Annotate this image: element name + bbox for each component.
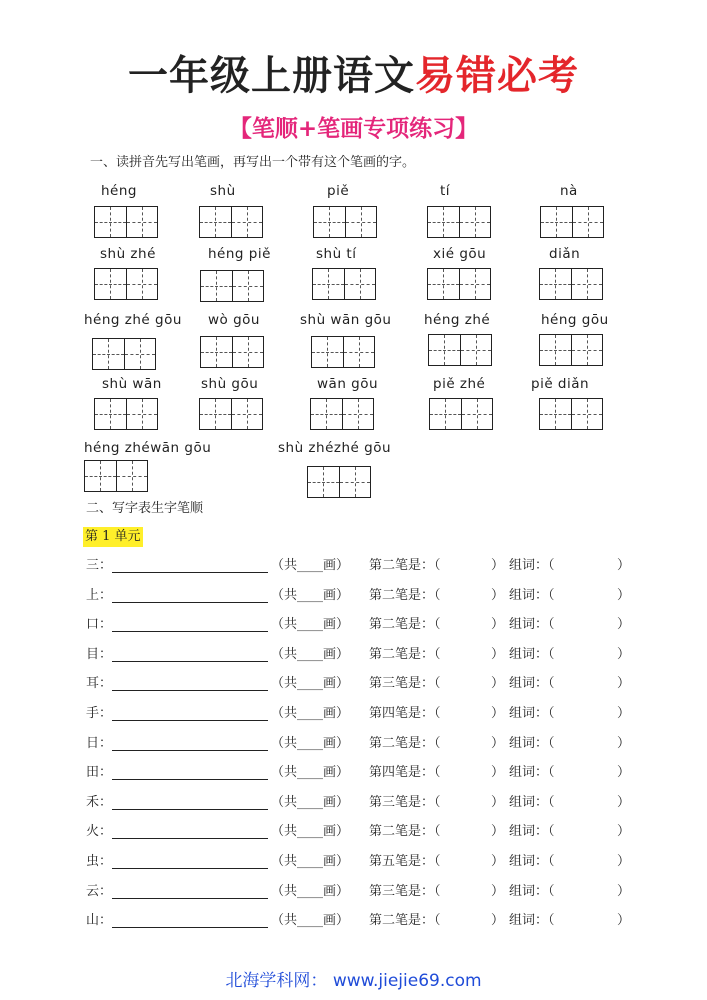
row-char: 禾：: [86, 794, 113, 810]
word-answer-close: ）: [617, 913, 631, 929]
pinyin-label: wò gōu: [208, 312, 260, 328]
stroke-order-blank[interactable]: [112, 795, 268, 810]
word-prompt: 组词：（: [509, 854, 555, 869]
stroke-answer-close: ）: [491, 558, 505, 573]
writing-grid[interactable]: [199, 206, 263, 238]
grid-cell[interactable]: [428, 269, 460, 299]
stroke-question: 第二笔是：（: [369, 587, 441, 603]
unit-label: 第 1 单元: [83, 527, 143, 547]
pinyin-label: héng gōu: [541, 312, 609, 328]
grid-cell[interactable]: [345, 269, 376, 299]
stroke-answer-close: ）: [491, 617, 505, 633]
stroke-count: （共____画）: [271, 676, 350, 692]
pinyin-label: héng zhé: [424, 312, 491, 328]
writing-grid[interactable]: [84, 460, 148, 492]
stroke-answer-close: ）: [491, 735, 505, 751]
stroke-order-blank[interactable]: [112, 617, 268, 632]
stroke-answer-close: ）: [491, 765, 505, 781]
word-answer-close: ）: [617, 794, 631, 810]
grid-cell[interactable]: [127, 399, 158, 429]
writing-grid[interactable]: [313, 206, 377, 238]
word-answer-close: ）: [617, 558, 631, 573]
row-char: 田：: [86, 765, 113, 781]
stroke-count: （共____画）: [271, 587, 350, 603]
section2-heading: 二、写字表生字笔顺: [86, 501, 204, 516]
stroke-answer-close: ）: [491, 706, 505, 721]
word-answer-close: ）: [617, 883, 631, 899]
writing-grid[interactable]: [310, 398, 374, 430]
pinyin-label: wān gōu: [317, 376, 379, 392]
pinyin-label: shù tí: [316, 246, 357, 262]
pinyin-label: piě diǎn: [531, 376, 590, 392]
grid-cell[interactable]: [572, 269, 603, 299]
stroke-count: （共____画）: [271, 794, 350, 810]
stroke-order-blank[interactable]: [112, 854, 268, 869]
stroke-answer-close: ）: [491, 676, 505, 692]
word-answer-close: ）: [617, 617, 631, 633]
stroke-question: 第三笔是：（: [369, 794, 441, 810]
stroke-question: 第三笔是：（: [369, 676, 441, 692]
grid-cell[interactable]: [541, 207, 573, 237]
word-prompt: 组词：（: [509, 824, 555, 840]
stroke-count: （共____画）: [271, 765, 350, 781]
writing-grid[interactable]: [311, 336, 375, 368]
writing-grid[interactable]: [539, 268, 603, 300]
grid-cell[interactable]: [232, 399, 263, 429]
grid-cell[interactable]: [346, 207, 377, 237]
word-answer-close: ）: [617, 765, 631, 781]
row-char: 火：: [86, 824, 113, 840]
stroke-count: （共____画）: [271, 735, 350, 751]
grid-cell[interactable]: [201, 337, 233, 367]
writing-grid[interactable]: [199, 398, 263, 430]
stroke-question: 第二笔是：（: [369, 824, 441, 840]
grid-cell[interactable]: [462, 399, 493, 429]
pinyin-label: tí: [440, 183, 451, 199]
word-prompt: 组词：（: [509, 558, 555, 573]
grid-cell[interactable]: [232, 207, 263, 237]
row-char: 日：: [86, 735, 113, 751]
writing-grid[interactable]: [539, 398, 603, 430]
stroke-order-blank[interactable]: [112, 824, 268, 839]
pinyin-label: xié gōu: [433, 246, 487, 262]
stroke-answer-close: ）: [491, 646, 505, 662]
grid-cell[interactable]: [540, 335, 572, 365]
grid-cell[interactable]: [233, 271, 264, 301]
stroke-question: 第二笔是：（: [369, 735, 441, 751]
stroke-answer-close: ）: [491, 913, 505, 929]
grid-cell[interactable]: [93, 339, 125, 369]
grid-cell[interactable]: [117, 461, 148, 491]
stroke-order-blank[interactable]: [112, 765, 268, 780]
word-prompt: 组词：（: [509, 676, 555, 692]
pinyin-label: shù wān: [102, 376, 162, 392]
pinyin-label: piě zhé: [433, 376, 486, 392]
grid-cell[interactable]: [340, 467, 371, 497]
grid-cell[interactable]: [127, 207, 158, 237]
grid-cell[interactable]: [540, 399, 572, 429]
word-answer-close: ）: [617, 706, 631, 721]
grid-cell[interactable]: [200, 399, 232, 429]
writing-grid[interactable]: [94, 206, 158, 238]
pinyin-label: shù: [210, 183, 236, 199]
grid-cell[interactable]: [461, 335, 492, 365]
stroke-answer-close: ）: [491, 883, 505, 899]
pinyin-label: héng piě: [208, 246, 271, 262]
grid-cell[interactable]: [85, 461, 117, 491]
stroke-order-blank[interactable]: [112, 913, 268, 928]
grid-cell[interactable]: [572, 335, 603, 365]
word-answer-close: ）: [617, 735, 631, 751]
grid-cell[interactable]: [308, 467, 340, 497]
grid-cell[interactable]: [127, 269, 158, 299]
writing-grid[interactable]: [540, 206, 604, 238]
word-prompt: 组词：（: [509, 617, 555, 633]
word-prompt: 组词：（: [509, 646, 555, 662]
word-prompt: 组词：（: [509, 735, 555, 751]
grid-cell[interactable]: [311, 399, 343, 429]
pinyin-label: nà: [560, 183, 578, 199]
writing-grid[interactable]: [312, 268, 376, 300]
stroke-answer-close: ）: [491, 824, 505, 840]
word-answer-close: ）: [617, 676, 631, 692]
word-answer-close: ）: [617, 646, 631, 662]
grid-cell[interactable]: [201, 271, 233, 301]
page-subtitle: 【笔顺+笔画专项练习】: [228, 116, 479, 142]
grid-cell[interactable]: [313, 269, 345, 299]
pinyin-label: shù gōu: [201, 376, 259, 392]
stroke-question: 第二笔是：（: [369, 558, 441, 573]
pinyin-label: shù zhézhé gōu: [278, 440, 392, 456]
stroke-order-blank[interactable]: [112, 558, 268, 573]
writing-grid[interactable]: [94, 268, 158, 300]
pinyin-label: héng: [101, 183, 137, 199]
stroke-count: （共____画）: [271, 913, 350, 929]
title-main: 一年级上册语文: [128, 53, 415, 99]
grid-cell[interactable]: [343, 399, 374, 429]
grid-cell[interactable]: [125, 339, 156, 369]
row-char: 上：: [86, 587, 113, 603]
word-prompt: 组词：（: [509, 765, 555, 781]
row-char: 云：: [86, 883, 113, 899]
writing-grid[interactable]: [94, 398, 158, 430]
grid-cell[interactable]: [540, 269, 572, 299]
page-title: [0, 52, 707, 100]
grid-cell[interactable]: [200, 207, 232, 237]
grid-cell[interactable]: [95, 399, 127, 429]
writing-grid[interactable]: [539, 334, 603, 366]
row-char: 耳：: [86, 676, 113, 692]
row-char: 三：: [86, 558, 113, 573]
stroke-count: （共____画）: [271, 883, 350, 899]
writing-grid[interactable]: [200, 336, 264, 368]
row-char: 虫：: [86, 854, 113, 869]
pinyin-label: héng zhé gōu: [84, 312, 182, 328]
pinyin-label: piě: [327, 183, 350, 199]
stroke-count: （共____画）: [271, 824, 350, 840]
word-prompt: 组词：（: [509, 794, 555, 810]
grid-cell[interactable]: [573, 207, 604, 237]
title-highlight: 易错必考: [415, 53, 579, 99]
grid-cell[interactable]: [429, 335, 461, 365]
grid-cell[interactable]: [312, 337, 344, 367]
grid-cell[interactable]: [344, 337, 375, 367]
grid-cell[interactable]: [233, 337, 264, 367]
grid-cell[interactable]: [428, 207, 460, 237]
word-answer-close: ）: [617, 587, 631, 603]
row-char: 目：: [86, 646, 113, 662]
word-prompt: 组词：（: [509, 883, 555, 899]
stroke-question: 第二笔是：（: [369, 913, 441, 929]
word-answer-close: ）: [617, 854, 631, 869]
stroke-question: 第二笔是：（: [369, 646, 441, 662]
row-char: 口：: [86, 617, 113, 633]
row-char: 手：: [86, 706, 113, 721]
word-prompt: 组词：（: [509, 913, 555, 929]
stroke-count: （共____画）: [271, 706, 350, 721]
row-char: 山：: [86, 913, 113, 929]
stroke-answer-close: ）: [491, 794, 505, 810]
stroke-question: 第二笔是：（: [369, 617, 441, 633]
pinyin-label: héng zhéwān gōu: [84, 440, 212, 456]
grid-cell[interactable]: [430, 399, 462, 429]
stroke-order-blank[interactable]: [112, 676, 268, 691]
grid-cell[interactable]: [572, 399, 603, 429]
pinyin-label: shù wān gōu: [300, 312, 392, 328]
pinyin-label: diǎn: [549, 246, 581, 262]
stroke-question: 第五笔是：（: [369, 854, 441, 869]
grid-cell[interactable]: [460, 207, 491, 237]
word-answer-close: ）: [617, 824, 631, 840]
stroke-order-blank[interactable]: [112, 736, 268, 751]
footer-website: 北海学科网： www.jiejie69.com: [225, 971, 482, 991]
stroke-question: 第四笔是：（: [369, 706, 441, 721]
word-prompt: 组词：（: [509, 587, 555, 603]
stroke-answer-close: ）: [491, 587, 505, 603]
stroke-order-blank[interactable]: [112, 588, 268, 603]
grid-cell[interactable]: [460, 269, 491, 299]
grid-cell[interactable]: [95, 269, 127, 299]
stroke-order-blank[interactable]: [112, 884, 268, 899]
writing-grid[interactable]: [92, 338, 156, 370]
writing-grid[interactable]: [200, 270, 264, 302]
stroke-question: 第三笔是：（: [369, 883, 441, 899]
pinyin-label: shù zhé: [100, 246, 156, 262]
stroke-count: （共____画）: [271, 558, 350, 573]
stroke-answer-close: ）: [491, 854, 505, 869]
writing-grid[interactable]: [429, 398, 493, 430]
stroke-count: （共____画）: [271, 617, 350, 633]
stroke-order-blank[interactable]: [112, 706, 268, 721]
writing-grid[interactable]: [427, 268, 491, 300]
writing-grid[interactable]: [307, 466, 371, 498]
stroke-question: 第四笔是：（: [369, 765, 441, 781]
writing-grid[interactable]: [427, 206, 491, 238]
grid-cell[interactable]: [314, 207, 346, 237]
stroke-count: （共____画）: [271, 854, 350, 869]
stroke-count: （共____画）: [271, 646, 350, 662]
word-prompt: 组词：（: [509, 706, 555, 721]
grid-cell[interactable]: [95, 207, 127, 237]
writing-grid[interactable]: [428, 334, 492, 366]
stroke-order-blank[interactable]: [112, 647, 268, 662]
section1-heading: 一、读拼音先写出笔画，再写出一个带有这个笔画的字。: [90, 155, 416, 170]
